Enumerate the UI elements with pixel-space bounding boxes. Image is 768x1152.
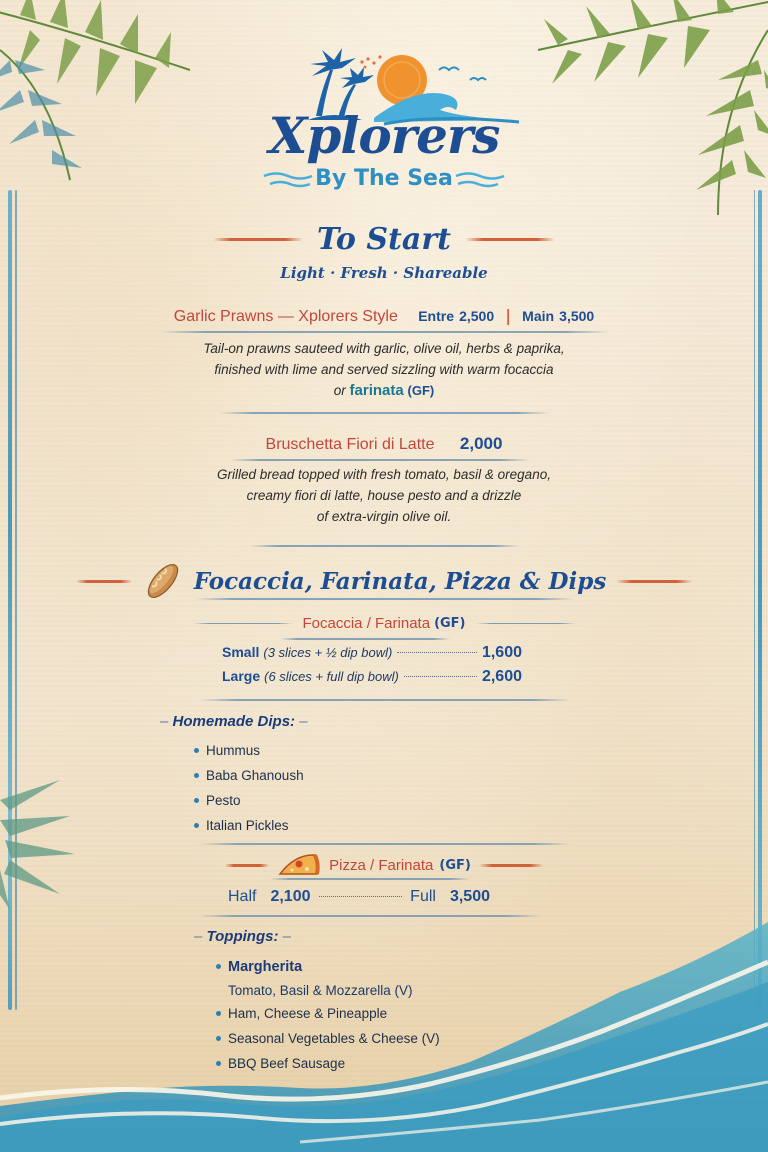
list-item (216, 1051, 440, 1076)
dip-name: Baba Ghanoush (206, 768, 304, 783)
list-item (194, 763, 304, 788)
bullet-icon (194, 773, 199, 778)
section-subtitle: Light · Fresh · Shareable (280, 264, 488, 282)
palm-leaf-icon (0, 0, 230, 190)
item-name: Garlic Prawns — Xplorers Style (173, 308, 398, 325)
topping-name: BBQ Beef Sausage (228, 1056, 346, 1071)
bullet-icon (216, 964, 221, 969)
list-item (216, 1001, 440, 1026)
bullet-icon (194, 823, 199, 828)
dip-name: Pesto (206, 793, 241, 808)
subsection-header-pizza (0, 852, 768, 878)
description-line: creamy fiori di latte, house pesto and a drizzle (246, 488, 522, 503)
item-price: 2,000 (459, 434, 503, 453)
divider (220, 412, 550, 414)
topping-name: Margherita (228, 958, 303, 975)
orange-rule (465, 238, 555, 241)
size-label: Small (222, 644, 260, 660)
highlight-farinata: farinata (349, 382, 404, 399)
brand-logo (234, 48, 534, 198)
size-detail: (6 slices + full dip bowl) (264, 669, 399, 684)
orange-rule (213, 238, 303, 241)
divider (280, 638, 450, 640)
gluten-free-tag: (GF) (434, 616, 466, 631)
dip-name: Italian Pickles (206, 818, 289, 833)
blue-rule (476, 623, 576, 625)
divider (200, 915, 540, 917)
divider (160, 331, 610, 333)
divider (250, 545, 520, 547)
toppings-heading: – Toppings: – (194, 928, 291, 945)
section-title: To Start (317, 222, 451, 257)
blue-rule (193, 623, 293, 625)
price-main-label: Main (522, 308, 555, 324)
menu-item-garlic-prawns (0, 306, 768, 326)
size-price: 2,600 (481, 668, 522, 685)
size-price: 1,600 (481, 644, 522, 661)
item-name: Bruschetta Fiori di Latte (265, 436, 435, 453)
full-label: Full (410, 888, 436, 905)
pizza-slice-icon (277, 852, 321, 878)
bullet-icon (216, 1061, 221, 1066)
brand-name: Xplorers (268, 106, 500, 165)
focaccia-size-list (222, 644, 522, 692)
divider (270, 878, 470, 880)
section-header-focaccia (0, 560, 768, 602)
size-detail: (3 slices + ½ dip bowl) (263, 645, 393, 660)
dot-leader (319, 896, 403, 897)
divider (195, 598, 575, 600)
description-line: of extra-virgin olive oil. (316, 509, 452, 524)
menu-item-bruschetta (0, 434, 768, 454)
half-label: Half (228, 888, 257, 905)
bullet-icon (194, 798, 199, 803)
bullet-icon (216, 1036, 221, 1041)
description-line: finished with lime and served sizzling with warm focaccia (214, 362, 554, 377)
half-price: 2,100 (270, 888, 311, 905)
size-row-large (222, 668, 522, 692)
brand-tagline: By The Sea (315, 166, 453, 191)
dot-leader (404, 676, 477, 677)
price-entre: 2,500 (459, 308, 495, 324)
subsection-title: Pizza / Farinata (329, 856, 434, 874)
description-line (0, 380, 768, 401)
price-main: 3,500 (559, 308, 595, 324)
size-label: Large (222, 668, 261, 684)
divider (200, 843, 570, 845)
dips-list (194, 738, 304, 838)
dip-name: Hummus (206, 743, 261, 758)
size-row-small (222, 644, 522, 668)
orange-rule (76, 580, 132, 583)
description-text: or (333, 383, 346, 398)
toppings-list (216, 954, 440, 1076)
list-item (216, 954, 440, 979)
bread-loaf-icon (142, 560, 184, 602)
bullet-icon (194, 748, 199, 753)
toppings-title: Toppings: (206, 928, 279, 945)
topping-name: Seasonal Vegetables & Cheese (V) (228, 1031, 440, 1046)
bullet-icon (216, 1011, 221, 1016)
gluten-free-tag: (GF) (439, 857, 471, 873)
subsection-header-focaccia (0, 615, 768, 632)
subsection-title: Focaccia / Farinata (302, 615, 431, 632)
pizza-price-row (228, 888, 490, 906)
price-entre-label: Entre (418, 308, 454, 324)
dips-heading: – Homemade Dips: – (160, 713, 308, 730)
topping-detail: Tomato, Basil & Mozzarella (V) (228, 982, 413, 998)
orange-rule (225, 864, 269, 867)
description-line: Tail-on prawns sauteed with garlic, olive oil, herbs & paprika, (203, 341, 565, 356)
divider (230, 459, 530, 461)
section-header-to-start (0, 222, 768, 257)
orange-rule (479, 864, 543, 867)
list-item (216, 1026, 440, 1051)
description-line: Grilled bread topped with fresh tomato, basil & oregano, (217, 467, 551, 482)
dot-leader (397, 652, 477, 653)
list-item (194, 813, 304, 838)
full-price: 3,500 (449, 888, 490, 905)
dips-title: Homemade Dips: (172, 713, 296, 730)
section-title: Focaccia, Farinata, Pizza & Dips (193, 567, 607, 595)
list-item (194, 738, 304, 763)
item-description (0, 464, 768, 527)
item-description (0, 338, 768, 401)
orange-rule (616, 580, 692, 583)
list-item (194, 788, 304, 813)
gluten-free-tag: (GF) (407, 383, 435, 398)
price-separator: | (505, 306, 512, 325)
topping-name: Ham, Cheese & Pineapple (228, 1006, 388, 1021)
divider (200, 699, 570, 701)
palm-leaf-icon (518, 0, 768, 220)
